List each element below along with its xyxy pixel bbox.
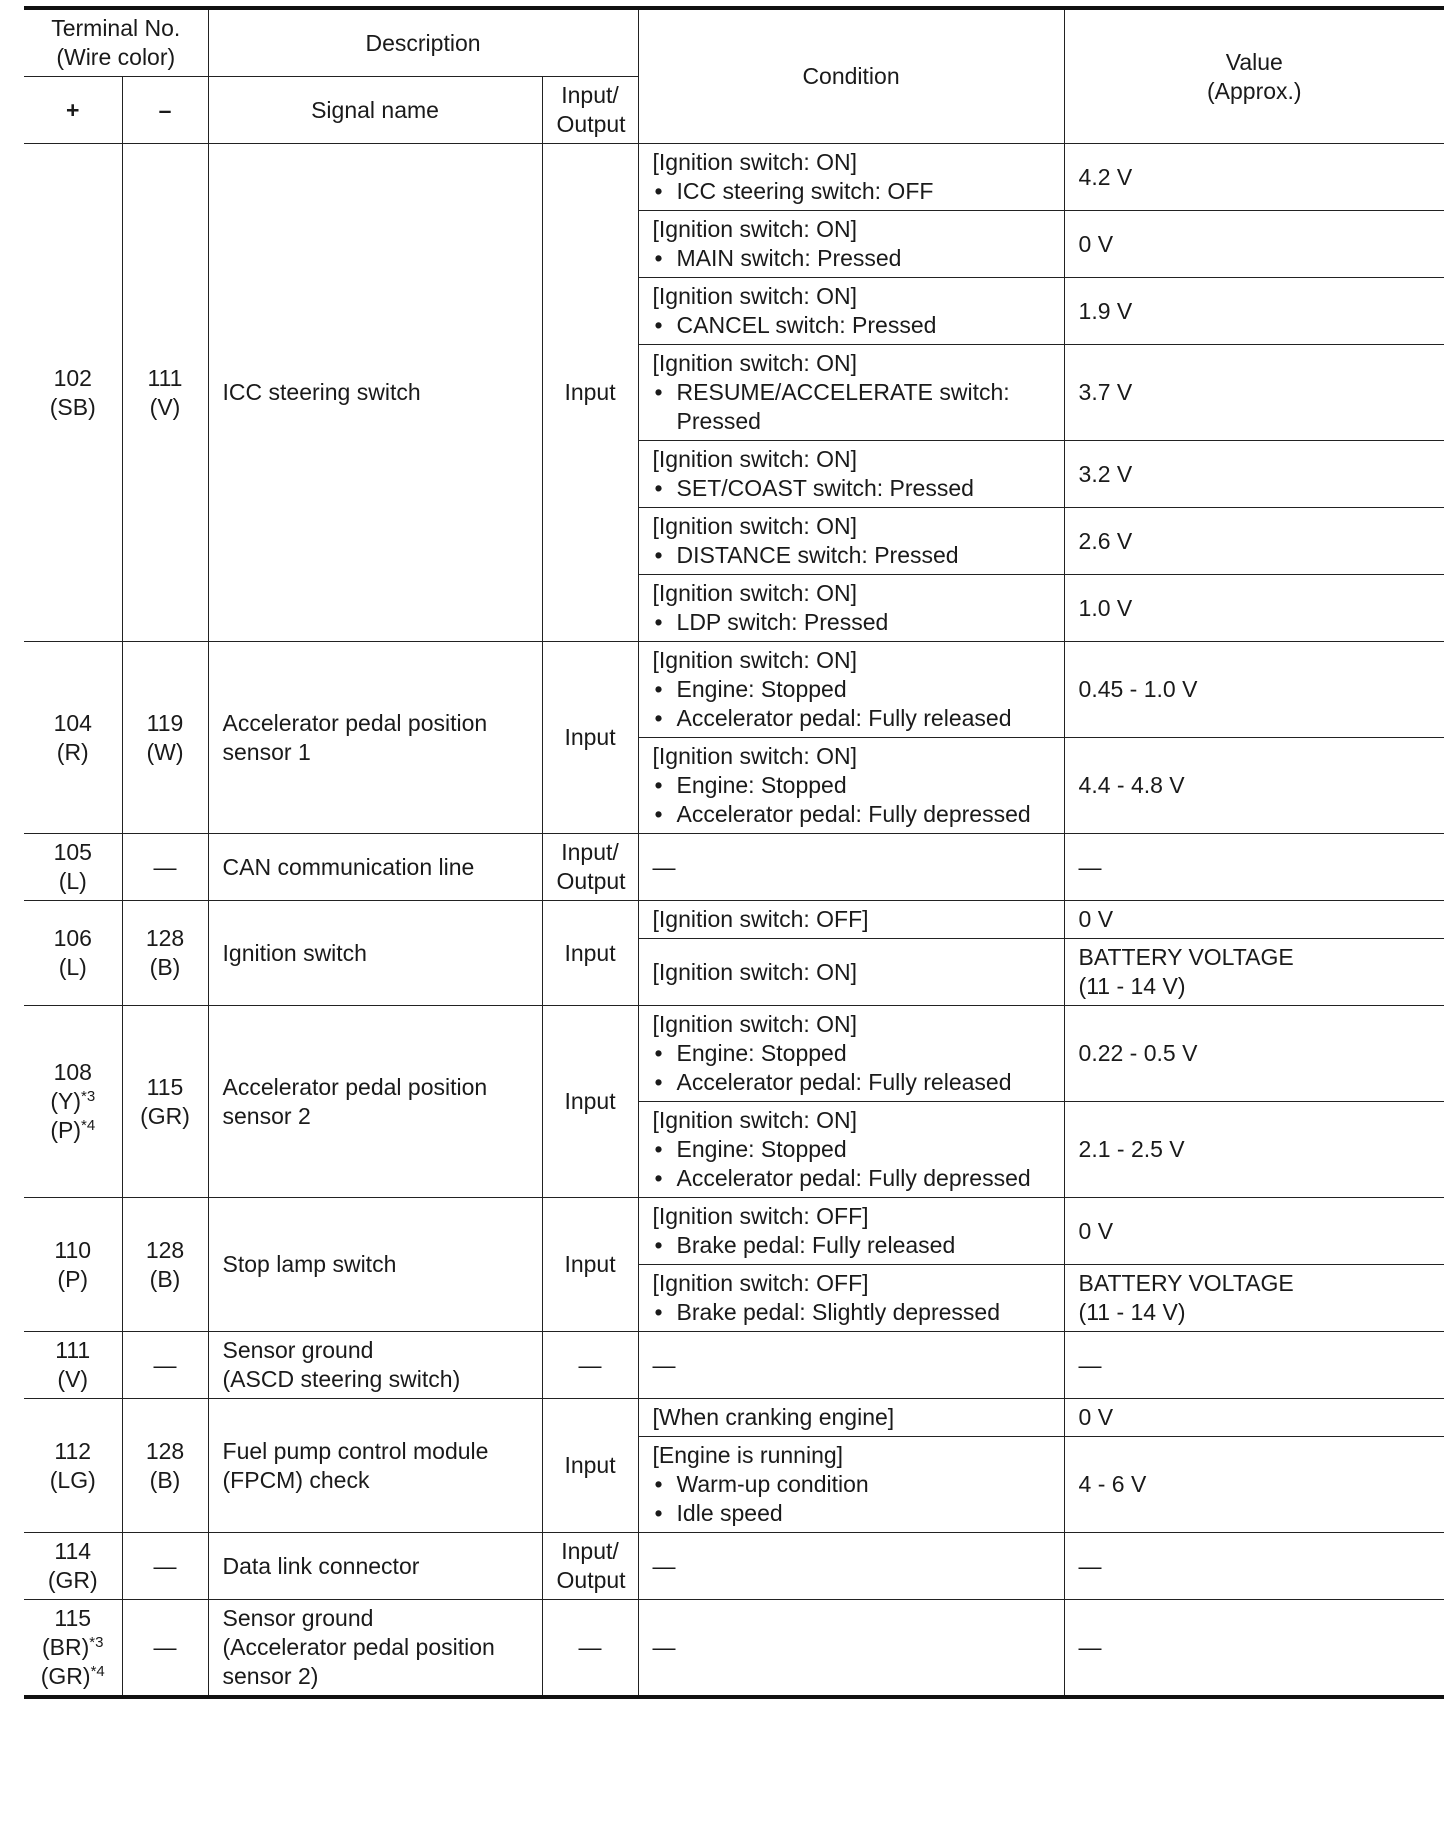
signal-name: [208, 1332, 542, 1399]
header-io-line-2: Output: [556, 111, 626, 137]
value-cell: 0.22 - 0.5 V: [1064, 1006, 1444, 1102]
condition-bullet: • MAIN switch: Pressed: [653, 244, 1050, 273]
condition-bullet: • Brake pedal: Slightly depressed: [653, 1298, 1050, 1327]
condition-title: [Ignition switch: ON]: [652, 149, 858, 175]
terminal-number: 115: [146, 1073, 184, 1100]
terminal-minus-111: [122, 144, 208, 642]
signal-name-line: Fuel pump control module: [222, 1437, 489, 1464]
terminal-minus-119: [122, 642, 208, 834]
io-type: Input: [542, 144, 638, 642]
wire-color: (B): [149, 1265, 181, 1292]
value-cell: [1064, 939, 1444, 1006]
condition-title: [Ignition switch: OFF]: [652, 1203, 869, 1229]
value-cell: 2.1 - 2.5 V: [1064, 1102, 1444, 1198]
value-cell: —: [1064, 1600, 1444, 1698]
condition-cell: [638, 441, 1064, 508]
value-cell: —: [1064, 834, 1444, 901]
terminal-minus-128: [122, 1198, 208, 1332]
condition-title: [Ignition switch: OFF]: [652, 1270, 869, 1296]
value-cell: —: [1064, 1332, 1444, 1399]
terminal-plus-115: [24, 1600, 122, 1698]
value-cell: 4.4 - 4.8 V: [1064, 738, 1444, 834]
signal-name-line: (FPCM) check: [222, 1466, 370, 1493]
value-cell: [1064, 1265, 1444, 1332]
value-cell: 2.6 V: [1064, 508, 1444, 575]
condition-cell: [638, 278, 1064, 345]
terminal-plus-105: [24, 834, 122, 901]
terminal-spec-table: [24, 6, 1444, 1699]
condition-bullet: • SET/COAST switch: Pressed: [653, 474, 1050, 503]
terminal-number: 119: [146, 709, 184, 736]
value-cell: 1.9 V: [1064, 278, 1444, 345]
wire-color: (L): [58, 954, 87, 980]
condition-bullet: • Accelerator pedal: Fully depressed: [653, 800, 1050, 829]
condition-bullet: • Accelerator pedal: Fully depressed: [653, 1164, 1050, 1193]
condition-title: [Ignition switch: ON]: [652, 350, 858, 376]
table-row: [24, 1006, 1444, 1102]
footnote-marker: *3: [80, 1088, 96, 1105]
condition-bullet: • ICC steering switch: OFF: [653, 177, 1050, 206]
condition-cell: [When cranking engine]: [638, 1399, 1064, 1437]
condition-cell: [Ignition switch: ON]: [638, 939, 1064, 1006]
condition-bullet: • Accelerator pedal: Fully released: [653, 704, 1050, 733]
signal-name: ICC steering switch: [208, 144, 542, 642]
terminal-plus-111: [24, 1332, 122, 1399]
terminal-number: 128: [145, 1236, 185, 1263]
wire-color-text: (Y): [50, 1088, 81, 1114]
value-cell: 3.7 V: [1064, 345, 1444, 441]
value-cell: —: [1064, 1533, 1444, 1600]
terminal-number: 114: [54, 1538, 92, 1564]
signal-name: [208, 1600, 542, 1698]
io-line: Output: [556, 868, 626, 894]
condition-cell: —: [638, 1533, 1064, 1600]
terminal-number: 104: [53, 709, 92, 736]
terminal-minus-none: —: [122, 1533, 208, 1600]
condition-title: [Ignition switch: ON]: [652, 283, 858, 309]
signal-name: Ignition switch: [208, 901, 542, 1006]
terminal-number: 112: [54, 1437, 92, 1464]
value-cell: 4.2 V: [1064, 144, 1444, 211]
condition-title: [Ignition switch: ON]: [652, 580, 858, 606]
signal-name-line: Sensor ground: [222, 1337, 374, 1363]
header-terminal-no: [24, 8, 208, 77]
terminal-minus-128: [122, 1399, 208, 1533]
terminal-table-page: [24, 6, 1444, 1699]
wire-color: (B): [149, 954, 181, 980]
signal-name: [208, 642, 542, 834]
terminal-number: 128: [145, 925, 185, 951]
io-type: [542, 1533, 638, 1600]
header-minus: –: [122, 77, 208, 144]
value-cell: 1.0 V: [1064, 575, 1444, 642]
condition-title: [Ignition switch: ON]: [652, 446, 858, 472]
io-type: —: [542, 1332, 638, 1399]
condition-title: [Ignition switch: ON]: [652, 743, 858, 769]
condition-title: [Engine is running]: [652, 1442, 844, 1468]
signal-name: Stop lamp switch: [208, 1198, 542, 1332]
condition-bullet: • Accelerator pedal: Fully released: [653, 1068, 1050, 1097]
condition-bullet: • LDP switch: Pressed: [653, 608, 1050, 637]
terminal-number: 106: [53, 925, 92, 951]
condition-cell: [638, 738, 1064, 834]
wire-color: (LG): [49, 1466, 96, 1493]
table-row: [24, 1399, 1444, 1437]
wire-color: (SB): [49, 393, 96, 420]
terminal-plus-108: [24, 1006, 122, 1198]
terminal-number: 111: [55, 1337, 91, 1363]
table-row: [24, 1600, 1444, 1698]
wire-color-text: (BR): [42, 1634, 90, 1660]
io-line: Input/: [561, 839, 619, 865]
header-value: [1064, 8, 1444, 144]
terminal-minus-none: —: [122, 1332, 208, 1399]
header-io-line-1: Input/: [561, 82, 619, 108]
condition-cell: [638, 1006, 1064, 1102]
wire-color: (GR): [140, 1102, 190, 1129]
value-line: BATTERY VOLTAGE: [1078, 1270, 1294, 1296]
header-condition: Condition: [638, 8, 1064, 144]
value-line: BATTERY VOLTAGE: [1078, 944, 1294, 970]
signal-name-line: (Accelerator pedal position: [222, 1634, 495, 1660]
condition-bullet: • Brake pedal: Fully released: [653, 1231, 1050, 1260]
condition-bullet: • CANCEL switch: Pressed: [653, 311, 1050, 340]
terminal-plus-112: [24, 1399, 122, 1533]
terminal-minus-115: [122, 1006, 208, 1198]
condition-cell: [Ignition switch: OFF]: [638, 901, 1064, 939]
wire-color: [38, 1633, 108, 1662]
condition-cell: [638, 642, 1064, 738]
terminal-minus-128: [122, 901, 208, 1006]
wire-color: (R): [56, 738, 89, 765]
table-row: [24, 834, 1444, 901]
wire-color: (L): [58, 868, 87, 894]
signal-name-line: Accelerator pedal position: [222, 709, 488, 736]
condition-cell: [638, 508, 1064, 575]
footnote-marker: *3: [89, 1634, 104, 1651]
wire-color: (P): [57, 1265, 89, 1292]
terminal-plus-102: [24, 144, 122, 642]
io-line: Output: [556, 1567, 626, 1593]
wire-color: (B): [149, 1466, 181, 1493]
condition-bullet: • Engine: Stopped: [653, 1135, 1050, 1164]
header-description: Description: [208, 8, 638, 77]
condition-cell: [638, 345, 1064, 441]
header-input-output: [542, 77, 638, 144]
value-cell: 0 V: [1064, 1198, 1444, 1265]
footnote-marker: *4: [90, 1663, 105, 1680]
condition-bullet: • Engine: Stopped: [653, 771, 1050, 800]
condition-cell: —: [638, 1332, 1064, 1399]
condition-bullet: • Warm-up condition: [653, 1470, 1050, 1499]
header-value-approx-label: (Approx.): [1206, 77, 1302, 104]
signal-name-line: Accelerator pedal position: [222, 1073, 488, 1100]
condition-cell: [638, 144, 1064, 211]
io-type: —: [542, 1600, 638, 1698]
condition-bullet: • DISTANCE switch: Pressed: [653, 541, 1050, 570]
terminal-number: 102: [53, 364, 92, 391]
condition-cell: [638, 1437, 1064, 1533]
terminal-number: 108: [53, 1059, 92, 1085]
value-cell: 0 V: [1064, 211, 1444, 278]
wire-color: (V): [149, 393, 181, 420]
signal-name-line: Sensor ground: [222, 1605, 374, 1631]
condition-title: [Ignition switch: ON]: [652, 647, 858, 673]
header-signal-name: Signal name: [208, 77, 542, 144]
condition-cell: —: [638, 1600, 1064, 1698]
wire-color-text: (P): [50, 1117, 81, 1143]
header-row-1: [24, 8, 1444, 77]
wire-color-text: (GR): [40, 1663, 91, 1689]
signal-name-line: sensor 2: [222, 1102, 311, 1129]
condition-title: [Ignition switch: ON]: [652, 216, 858, 242]
condition-cell: [638, 575, 1064, 642]
condition-title: [Ignition switch: ON]: [652, 513, 858, 539]
terminal-number: 105: [53, 839, 92, 865]
header-plus: +: [24, 77, 122, 144]
terminal-number: 128: [145, 1437, 185, 1464]
signal-name-line: sensor 1: [222, 738, 311, 765]
wire-color: (V): [57, 1366, 89, 1392]
condition-title: [Ignition switch: ON]: [652, 1107, 858, 1133]
io-type: Input: [542, 901, 638, 1006]
wire-color: [38, 1087, 108, 1116]
value-line: (11 - 14 V): [1078, 973, 1186, 999]
condition-bullet: • Engine: Stopped: [653, 675, 1050, 704]
condition-bullet: • RESUME/ACCELERATE switch: Pressed: [653, 378, 1050, 436]
condition-bullet: • Engine: Stopped: [653, 1039, 1050, 1068]
signal-name: [208, 1006, 542, 1198]
io-type: Input: [542, 1399, 638, 1533]
terminal-plus-114: [24, 1533, 122, 1600]
table-row: [24, 1533, 1444, 1600]
table-row: [24, 144, 1444, 211]
header-wire-color-label: (Wire color): [56, 44, 176, 70]
value-cell: 0.45 - 1.0 V: [1064, 642, 1444, 738]
table-row: [24, 901, 1444, 939]
wire-color: [38, 1116, 108, 1145]
signal-name-line: (ASCD steering switch): [222, 1366, 461, 1392]
condition-cell: [638, 1265, 1064, 1332]
condition-cell: [638, 1102, 1064, 1198]
wire-color: (GR): [47, 1567, 98, 1593]
header-value-label: Value: [1225, 48, 1283, 75]
value-cell: 4 - 6 V: [1064, 1437, 1444, 1533]
table-row: [24, 1332, 1444, 1399]
signal-name: [208, 1399, 542, 1533]
io-type: Input: [542, 642, 638, 834]
table-row: [24, 642, 1444, 738]
value-cell: 0 V: [1064, 1399, 1444, 1437]
terminal-number: 110: [54, 1236, 92, 1263]
io-type: Input: [542, 1198, 638, 1332]
terminal-number: 111: [147, 364, 183, 391]
footnote-marker: *4: [80, 1117, 96, 1134]
signal-name-line: sensor 2): [222, 1663, 319, 1689]
value-line: (11 - 14 V): [1078, 1299, 1186, 1325]
header-terminal-no-label: Terminal No.: [51, 15, 181, 41]
terminal-plus-104: [24, 642, 122, 834]
wire-color: (W): [146, 738, 184, 765]
terminal-minus-none: —: [122, 834, 208, 901]
terminal-number: 115: [54, 1605, 92, 1631]
terminal-minus-none: —: [122, 1600, 208, 1698]
condition-cell: [638, 1198, 1064, 1265]
terminal-plus-110: [24, 1198, 122, 1332]
terminal-plus-106: [24, 901, 122, 1006]
condition-title: [Ignition switch: ON]: [652, 1011, 858, 1037]
io-type: [542, 834, 638, 901]
condition-cell: —: [638, 834, 1064, 901]
io-type: Input: [542, 1006, 638, 1198]
signal-name: CAN communication line: [208, 834, 542, 901]
table-row: [24, 1198, 1444, 1265]
condition-cell: [638, 211, 1064, 278]
value-cell: 3.2 V: [1064, 441, 1444, 508]
value-cell: 0 V: [1064, 901, 1444, 939]
wire-color: [38, 1662, 108, 1691]
condition-bullet: • Idle speed: [653, 1499, 1050, 1528]
io-line: Input/: [561, 1538, 619, 1564]
signal-name: Data link connector: [208, 1533, 542, 1600]
